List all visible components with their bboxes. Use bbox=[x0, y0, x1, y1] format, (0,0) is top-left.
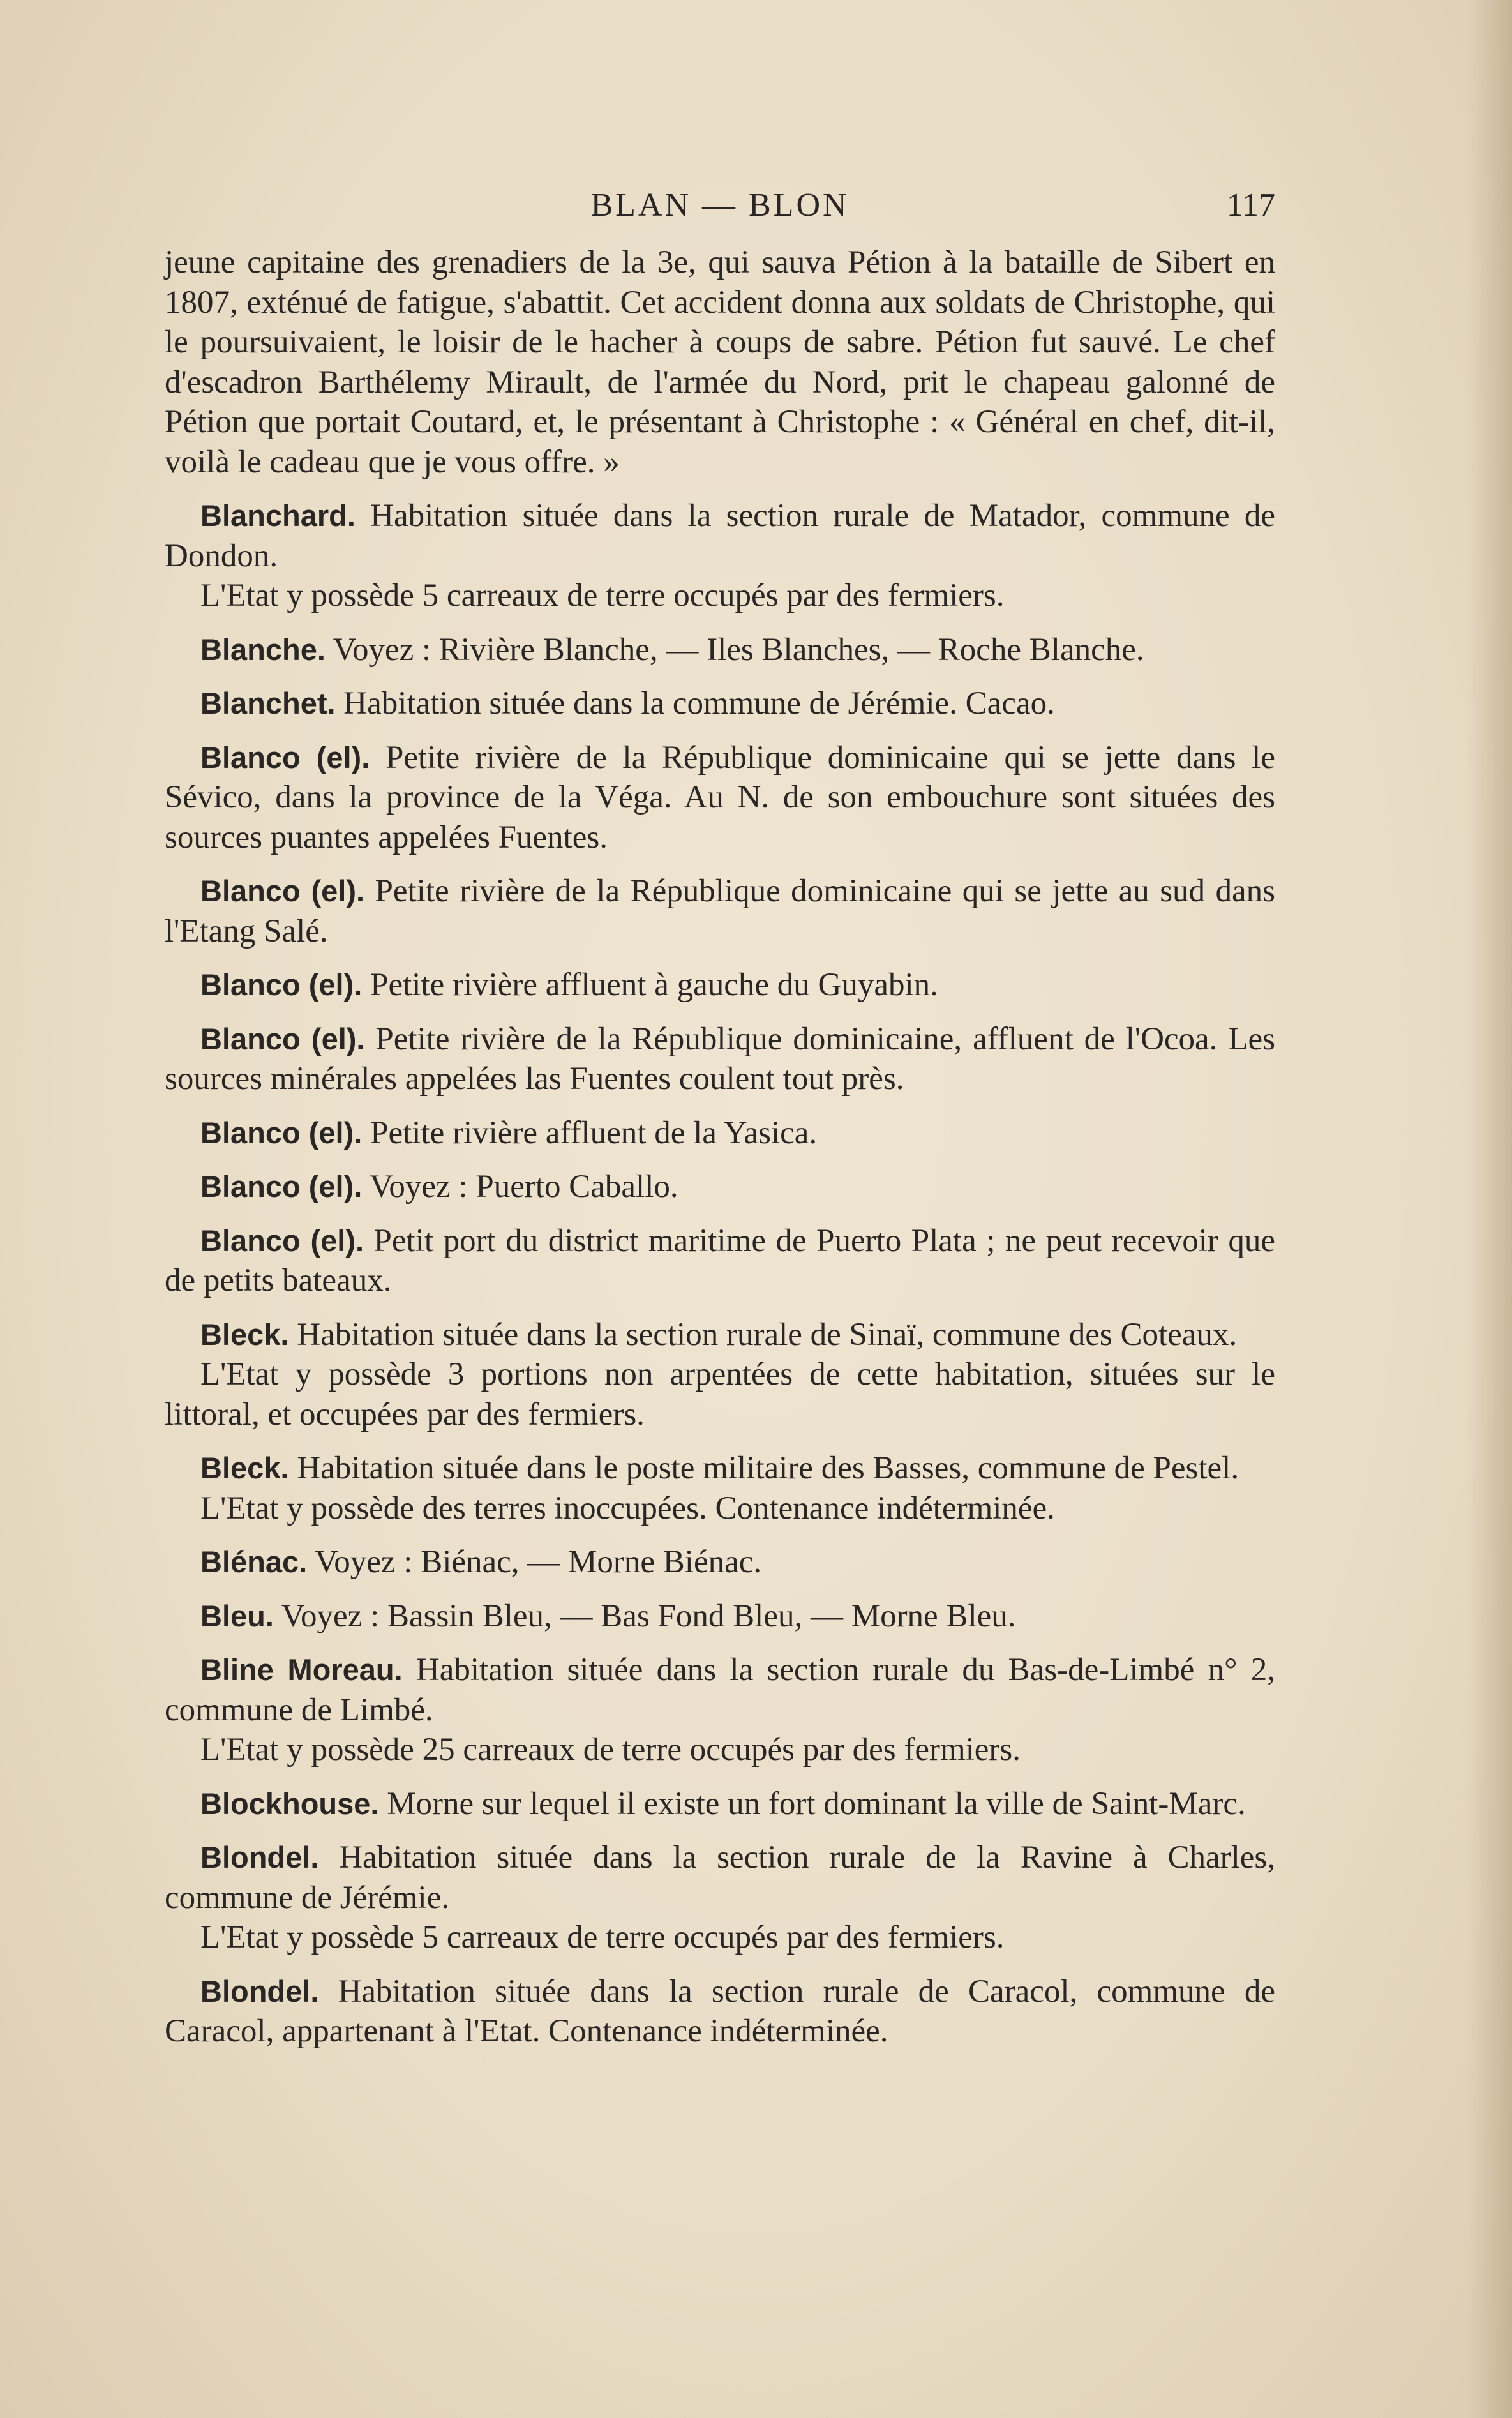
entry-text: L'Etat y possède 5 carreaux de terre occupés par des fermiers. bbox=[200, 578, 1005, 613]
entry-blanco-2 bbox=[165, 871, 1275, 951]
entry-bleck-1 bbox=[165, 1315, 1275, 1355]
dictionary-text bbox=[165, 243, 1275, 2052]
page-edge-shadow bbox=[1467, 0, 1512, 2418]
entry-text: Habitation située dans la section rurale de Sinaï, commune des Coteaux. bbox=[288, 1316, 1238, 1353]
entry-bleu bbox=[165, 1596, 1275, 1637]
entry-headword: Blanco (el). bbox=[200, 740, 370, 774]
entry-blondel-1 bbox=[165, 1838, 1275, 1918]
entry-blanchard bbox=[165, 496, 1275, 576]
entry-text: L'Etat y possède 25 carreaux de terre occupés par des fermiers. bbox=[200, 1732, 1021, 1768]
entry-text: L'Etat y possède 3 portions non arpentées de cette habitation, situées sur le littoral, et occupées par des fermiers. bbox=[165, 1356, 1275, 1432]
entry-note bbox=[165, 576, 1275, 616]
entry-text: Habitation située dans le poste militaire des Basses, commune de Pestel. bbox=[288, 1450, 1239, 1486]
entry-blondel-2 bbox=[165, 1972, 1275, 2052]
running-title: BLAN — BLON bbox=[590, 187, 850, 223]
entry-text: Petite rivière affluent de la Yasica. bbox=[362, 1115, 818, 1151]
entry-note bbox=[165, 1489, 1275, 1529]
entry-text: Voyez : Bassin Bleu, — Bas Fond Bleu, — Morne Bleu. bbox=[273, 1598, 1016, 1634]
entry-blanco-7 bbox=[165, 1221, 1275, 1301]
entry-headword: Bleck. bbox=[200, 1317, 289, 1351]
entry-bline-moreau bbox=[165, 1650, 1275, 1730]
entry-headword: Blanco (el). bbox=[200, 1115, 363, 1150]
entry-text: Habitation située dans la section rurale de Caracol, commune de Caracol, appartenant à l'Etat. Contenance indéterminée. bbox=[165, 1973, 1275, 2049]
entry-blanco-3 bbox=[165, 965, 1275, 1005]
entry-blanchet bbox=[165, 684, 1275, 724]
entry-headword: Blanchard. bbox=[200, 499, 356, 532]
entry-headword: Blanco (el). bbox=[200, 1223, 364, 1258]
entry-headword: Blanco (el). bbox=[200, 968, 363, 1002]
entry-blanco-5 bbox=[165, 1113, 1275, 1153]
entry-note bbox=[165, 1918, 1275, 1958]
entry-text: Habitation située dans la commune de Jérémie. Cacao. bbox=[335, 686, 1055, 721]
entry-text: Voyez : Rivière Blanche, — Iles Blanches, — Roche Blanche. bbox=[325, 631, 1144, 668]
entry-headword: Blockhouse. bbox=[200, 1786, 379, 1821]
entry-blanco-4 bbox=[165, 1019, 1275, 1099]
entry-headword: Blanche. bbox=[200, 632, 326, 666]
entry-blanco-1 bbox=[165, 738, 1275, 858]
entry-note bbox=[165, 1730, 1275, 1770]
entry-blenac bbox=[165, 1542, 1275, 1582]
page-number: 117 bbox=[1226, 187, 1275, 223]
entry-note bbox=[165, 1355, 1275, 1434]
entry-text: Petite rivière de la République dominicaine, affluent de l'Ocoa. Les sources minérales appelées las Fuentes coulent tout près. bbox=[165, 1021, 1275, 1097]
running-head bbox=[165, 186, 1275, 231]
entry-headword: Blanco (el). bbox=[200, 874, 365, 908]
entry-text: Petite rivière de la République dominicaine qui se jette au sud dans l'Etang Salé. bbox=[165, 873, 1275, 949]
entry-headword: Blanchet. bbox=[200, 686, 336, 720]
entry-text: jeune capitaine des grenadiers de la 3e, qui sauva Pétion à la bataille de Sibert en 1807, exténué de fatigue, s'abattit. Cet accident donna aux soldats de Christophe, qui le poursuivaient, le loisir de le hacher à coups de sabre. Pétion fut sauvé. Le chef d'escadron Barthélemy Mirault, de l'armée du Nord, prit le chapeau galonné de Pétion que portait Coutard, et, le présentant à Christophe : « Général en chef, dit-il, voilà le cadeau que je vous offre. » bbox=[165, 244, 1275, 480]
entry-headword: Bleu. bbox=[200, 1598, 274, 1633]
entry-continuation bbox=[165, 243, 1275, 482]
entry-text: Petit port du district maritime de Puerto Plata ; ne peut recevoir que de petits bateaux. bbox=[165, 1222, 1275, 1298]
entry-text: Voyez : Biénac, — Morne Biénac. bbox=[307, 1544, 762, 1580]
entry-text: L'Etat y possède 5 carreaux de terre occupés par des fermiers. bbox=[200, 1919, 1005, 1955]
entry-text: Habitation située dans la section rurale de Matador, commune de Dondon. bbox=[165, 498, 1275, 574]
entry-text: Morne sur lequel il existe un fort dominant la ville de Saint-Marc. bbox=[378, 1785, 1246, 1822]
entry-headword: Blanco (el). bbox=[200, 1021, 365, 1056]
entry-bleck-2 bbox=[165, 1448, 1275, 1489]
entry-text: Habitation située dans la section rurale de la Ravine à Charles, commune de Jérémie. bbox=[165, 1840, 1275, 1916]
entry-text: Petite rivière affluent à gauche du Guyabin. bbox=[362, 967, 938, 1003]
entry-headword: Bleck. bbox=[200, 1451, 289, 1485]
entry-text: Voyez : Puerto Caballo. bbox=[362, 1169, 678, 1205]
entry-headword: Blondel. bbox=[200, 1974, 319, 2008]
entry-headword: Blénac. bbox=[200, 1545, 308, 1579]
entry-headword: Blondel. bbox=[200, 1840, 319, 1874]
entry-text: L'Etat y possède des terres inoccupées. Contenance indéterminée. bbox=[200, 1490, 1055, 1526]
entry-headword: Bline Moreau. bbox=[200, 1653, 403, 1686]
entry-text: Petite rivière de la République dominicaine qui se jette dans le Sévico, dans la province de la Véga. Au N. de son embouchure sont situées des sources puantes appelées Fuentes. bbox=[165, 739, 1275, 855]
entry-blanco-6 bbox=[165, 1167, 1275, 1207]
entry-blockhouse bbox=[165, 1784, 1275, 1824]
entry-text: Habitation située dans la section rurale du Bas-de-Limbé n° 2, commune de Limbé. bbox=[165, 1652, 1275, 1728]
entry-headword: Blanco (el). bbox=[200, 1169, 363, 1203]
entry-blanche bbox=[165, 630, 1275, 670]
